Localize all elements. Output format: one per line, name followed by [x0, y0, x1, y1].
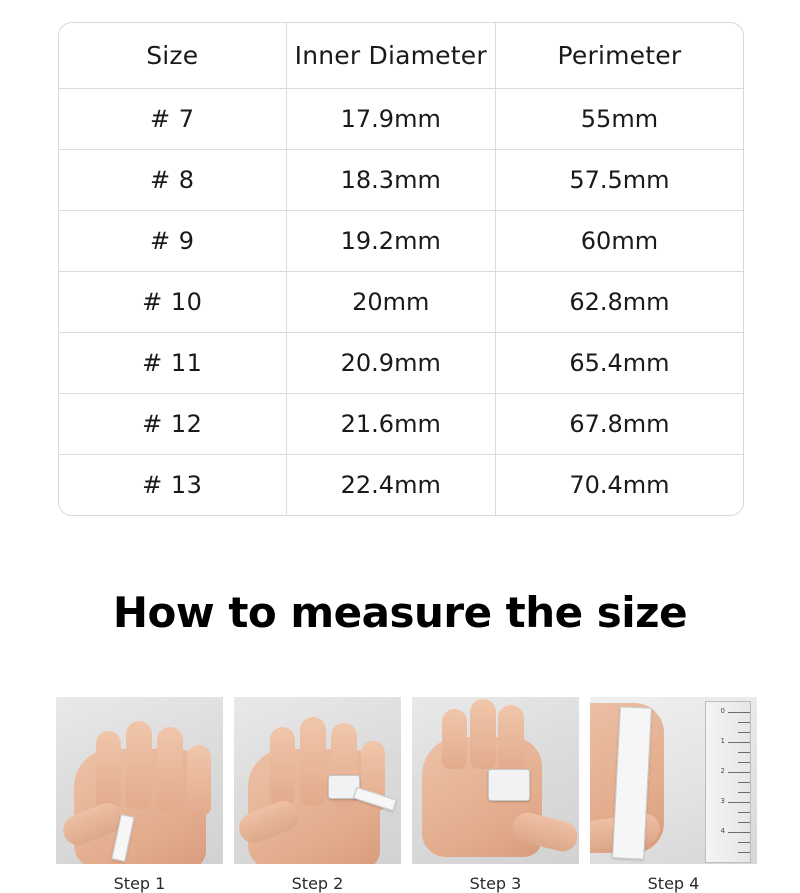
- ring-size-table: [58, 22, 744, 516]
- ruler-icon: 0 1 2 3 4: [705, 701, 751, 863]
- how-to-measure-steps: [56, 697, 748, 893]
- table-row: [59, 394, 743, 455]
- hand-wrapping-finger-photo: [234, 697, 401, 864]
- column-header-size: Size: [59, 23, 286, 89]
- cell-size: # 12: [59, 394, 286, 455]
- how-to-measure-title: How to measure the size: [112, 588, 688, 637]
- table-row: [59, 455, 743, 516]
- hand-with-paper-strip-photo: [56, 697, 223, 864]
- cell-perimeter: 67.8mm: [495, 394, 743, 455]
- table-header-row: [59, 23, 743, 89]
- cell-inner-diameter: 20.9mm: [286, 333, 495, 394]
- cell-perimeter: 62.8mm: [495, 272, 743, 333]
- step-1: [56, 697, 223, 893]
- table-row: [59, 333, 743, 394]
- table-row: [59, 211, 743, 272]
- cell-size: # 8: [59, 150, 286, 211]
- cell-inner-diameter: 17.9mm: [286, 89, 495, 150]
- column-header-perimeter: Perimeter: [495, 23, 743, 89]
- cell-inner-diameter: 19.2mm: [286, 211, 495, 272]
- cell-size: # 9: [59, 211, 286, 272]
- step-caption: Step 2: [291, 874, 344, 893]
- cell-perimeter: 70.4mm: [569, 471, 670, 499]
- marking-strip-on-finger-photo: [412, 697, 579, 864]
- cell-inner-diameter: 22.4mm: [286, 455, 495, 516]
- cell-perimeter: 65.4mm: [495, 333, 743, 394]
- cell-perimeter: 60mm: [495, 211, 743, 272]
- cell-size: # 11: [59, 333, 286, 394]
- step-caption: Step 3: [469, 874, 522, 893]
- table-row: [59, 150, 743, 211]
- cell-inner-diameter: 18.3mm: [286, 150, 495, 211]
- column-header-inner-diameter: Inner Diameter: [286, 23, 495, 89]
- table-row: [59, 89, 743, 150]
- cell-perimeter: 55mm: [495, 89, 743, 150]
- cell-inner-diameter: 20mm: [286, 272, 495, 333]
- cell-size: # 10: [59, 272, 286, 333]
- table-row: [59, 272, 743, 333]
- cell-size: # 7: [59, 89, 286, 150]
- step-2: [234, 697, 401, 893]
- cell-perimeter: 57.5mm: [495, 150, 743, 211]
- step-caption: Step 4: [647, 874, 700, 893]
- cell-inner-diameter: 21.6mm: [286, 394, 495, 455]
- step-3: [412, 697, 579, 893]
- step-caption: Step 1: [113, 874, 166, 893]
- cell-size: # 13: [59, 455, 286, 516]
- step-4: [590, 697, 757, 893]
- measuring-strip-with-ruler-photo: [590, 697, 757, 864]
